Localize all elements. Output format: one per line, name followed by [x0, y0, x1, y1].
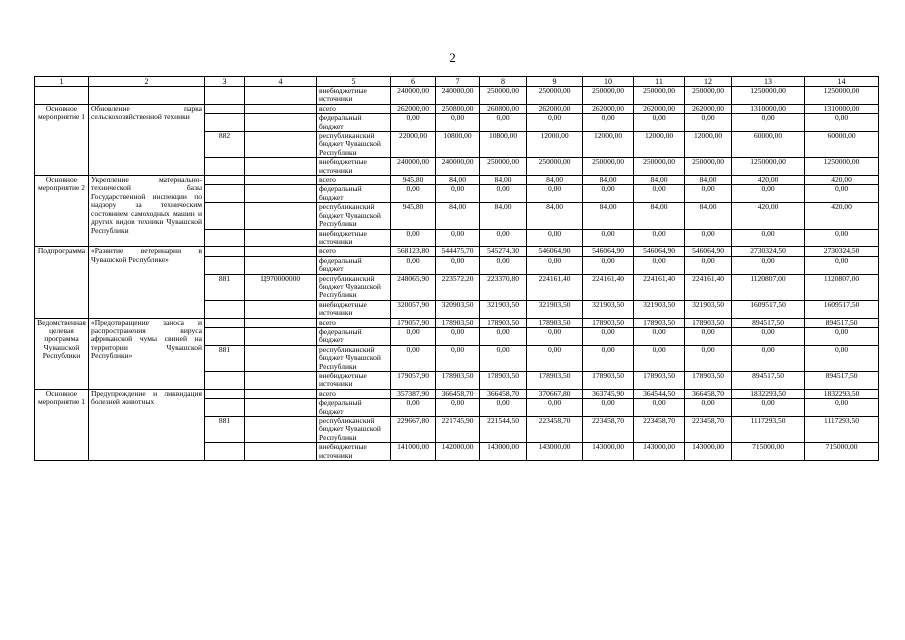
value-cell: 60000,00 [732, 132, 805, 158]
value-cell: 1310000,00 [805, 104, 879, 113]
value-cell: 544475,70 [436, 247, 480, 256]
budget-code-cell: Ц970000000 [245, 274, 317, 300]
responsible-code-cell: 881 [205, 345, 245, 371]
value-cell: 1832293,50 [805, 389, 879, 398]
value-cell: 1117293,50 [732, 417, 805, 443]
column-header-1: 1 [35, 77, 89, 87]
value-cell: 366458,70 [685, 389, 732, 398]
value-cell: 357387,90 [391, 389, 436, 398]
table-row [35, 87, 879, 105]
value-cell: 0,00 [436, 327, 480, 345]
column-header-3: 3 [205, 77, 245, 87]
value-cell: 1310000,00 [732, 104, 805, 113]
value-cell: 250000,00 [685, 158, 732, 176]
value-cell: 0,00 [805, 185, 879, 203]
value-cell: 178903,50 [436, 318, 480, 327]
budget-code-cell [245, 372, 317, 390]
funding-source-cell: федеральный бюджет [317, 256, 391, 274]
responsible-code-cell: 881 [205, 417, 245, 443]
value-cell: 84,00 [436, 176, 480, 185]
value-cell: 0,00 [685, 345, 732, 371]
value-cell: 568123,80 [391, 247, 436, 256]
value-cell: 0,00 [805, 327, 879, 345]
value-cell: 84,00 [685, 203, 732, 229]
budget-code-cell [245, 229, 317, 247]
value-cell: 0,00 [685, 229, 732, 247]
responsible-code-cell [205, 300, 245, 318]
program-name-cell: Предупреждение и ликвидация болезней животных [89, 389, 205, 460]
responsible-code-cell [205, 158, 245, 176]
budget-code-cell [245, 247, 317, 256]
funding-source-cell: всего [317, 318, 391, 327]
responsible-code-cell [205, 176, 245, 185]
responsible-code-cell [205, 389, 245, 398]
status-cell: Подпрограмма [35, 247, 89, 318]
value-cell: 10800,00 [480, 132, 527, 158]
funding-source-cell: внебюджетные источники [317, 372, 391, 390]
value-cell: 2730324,50 [805, 247, 879, 256]
funding-source-cell: федеральный бюджет [317, 399, 391, 417]
value-cell: 178903,50 [480, 372, 527, 390]
value-cell: 894517,50 [732, 372, 805, 390]
budget-code-cell [245, 345, 317, 371]
funding-source-cell: федеральный бюджет [317, 114, 391, 132]
value-cell: 178903,50 [480, 318, 527, 327]
value-cell: 0,00 [732, 256, 805, 274]
funding-source-cell: всего [317, 247, 391, 256]
value-cell: 0,00 [527, 256, 583, 274]
value-cell: 320903,50 [436, 300, 480, 318]
value-cell: 250000,00 [527, 87, 583, 105]
column-header-12: 12 [685, 77, 732, 87]
value-cell: 363745,90 [583, 389, 634, 398]
responsible-code-cell [205, 318, 245, 327]
value-cell: 240000,00 [436, 158, 480, 176]
value-cell: 178903,50 [634, 372, 685, 390]
value-cell: 84,00 [480, 176, 527, 185]
value-cell: 250800,00 [436, 104, 480, 113]
column-header-11: 11 [634, 77, 685, 87]
value-cell: 0,00 [685, 399, 732, 417]
status-cell [35, 87, 89, 105]
value-cell: 0,00 [634, 114, 685, 132]
value-cell: 250000,00 [634, 87, 685, 105]
value-cell: 262000,00 [527, 104, 583, 113]
value-cell: 546064,90 [634, 247, 685, 256]
column-header-6: 6 [391, 77, 436, 87]
value-cell: 10800,00 [436, 132, 480, 158]
value-cell: 0,00 [583, 327, 634, 345]
value-cell: 223458,70 [634, 417, 685, 443]
budget-code-cell [245, 318, 317, 327]
budget-code-cell [245, 417, 317, 443]
value-cell: 1250000,00 [732, 158, 805, 176]
value-cell: 321903,50 [685, 300, 732, 318]
value-cell: 84,00 [583, 176, 634, 185]
responsible-code-cell [205, 247, 245, 256]
column-header-2: 2 [89, 77, 205, 87]
value-cell: 0,00 [634, 185, 685, 203]
value-cell: 178903,50 [527, 318, 583, 327]
budget-code-cell [245, 327, 317, 345]
value-cell: 250000,00 [480, 158, 527, 176]
value-cell: 224161,40 [634, 274, 685, 300]
responsible-code-cell [205, 399, 245, 417]
value-cell: 0,00 [583, 114, 634, 132]
value-cell: 0,00 [480, 185, 527, 203]
table-row [35, 389, 879, 398]
responsible-code-cell [205, 185, 245, 203]
value-cell: 0,00 [527, 327, 583, 345]
value-cell: 0,00 [391, 185, 436, 203]
value-cell: 0,00 [436, 114, 480, 132]
status-cell: Основное мероприятие 1 [35, 104, 89, 175]
status-cell: Ведомственная целевая программа Чувашской Республики [35, 318, 89, 389]
funding-source-cell: республиканский бюджет Чувашской Республики [317, 417, 391, 443]
value-cell: 0,00 [527, 229, 583, 247]
value-cell: 22000,00 [391, 132, 436, 158]
budget-code-cell [245, 158, 317, 176]
value-cell: 262000,00 [583, 104, 634, 113]
value-cell: 224161,40 [685, 274, 732, 300]
value-cell: 0,00 [634, 399, 685, 417]
responsible-code-cell [205, 229, 245, 247]
value-cell: 321903,50 [634, 300, 685, 318]
value-cell: 179057,90 [391, 372, 436, 390]
value-cell: 370667,80 [527, 389, 583, 398]
value-cell: 0,00 [391, 327, 436, 345]
value-cell: 262000,00 [685, 104, 732, 113]
value-cell: 0,00 [391, 114, 436, 132]
value-cell: 0,00 [685, 327, 732, 345]
funding-source-cell: республиканский бюджет Чувашской Республики [317, 345, 391, 371]
value-cell: 179057,90 [391, 318, 436, 327]
value-cell: 0,00 [480, 327, 527, 345]
value-cell: 0,00 [732, 185, 805, 203]
value-cell: 0,00 [805, 229, 879, 247]
value-cell: 141000,00 [391, 443, 436, 461]
value-cell: 260800,00 [480, 104, 527, 113]
budget-code-cell [245, 114, 317, 132]
value-cell: 945,80 [391, 203, 436, 229]
responsible-code-cell [205, 114, 245, 132]
value-cell: 0,00 [583, 229, 634, 247]
funding-source-cell: всего [317, 104, 391, 113]
program-name-cell: «Развитие ветеринарии в Чувашской Республике» [89, 247, 205, 318]
value-cell: 0,00 [527, 399, 583, 417]
value-cell: 1117293,50 [805, 417, 879, 443]
value-cell: 945,80 [391, 176, 436, 185]
value-cell: 250000,00 [583, 158, 634, 176]
program-name-cell [89, 87, 205, 105]
value-cell: 143000,00 [480, 443, 527, 461]
column-header-9: 9 [527, 77, 583, 87]
value-cell: 0,00 [436, 229, 480, 247]
responsible-code-cell [205, 372, 245, 390]
value-cell: 546064,90 [685, 247, 732, 256]
responsible-code-cell: 881 [205, 274, 245, 300]
value-cell: 1250000,00 [805, 158, 879, 176]
value-cell: 0,00 [583, 399, 634, 417]
funding-source-cell: внебюджетные источники [317, 229, 391, 247]
value-cell: 84,00 [634, 203, 685, 229]
budget-code-cell [245, 87, 317, 105]
value-cell: 0,00 [634, 256, 685, 274]
value-cell: 0,00 [634, 229, 685, 247]
value-cell: 1250000,00 [732, 87, 805, 105]
value-cell: 420,00 [805, 203, 879, 229]
value-cell: 366458,70 [436, 389, 480, 398]
value-cell: 1832293,50 [732, 389, 805, 398]
value-cell: 0,00 [436, 399, 480, 417]
budget-code-cell [245, 176, 317, 185]
value-cell: 1120807,00 [805, 274, 879, 300]
value-cell: 248065,90 [391, 274, 436, 300]
value-cell: 0,00 [391, 345, 436, 371]
value-cell: 84,00 [685, 176, 732, 185]
budget-code-cell [245, 300, 317, 318]
value-cell: 84,00 [583, 203, 634, 229]
table-body [35, 87, 879, 461]
value-cell: 223572,20 [436, 274, 480, 300]
value-cell: 894517,50 [805, 372, 879, 390]
value-cell: 12000,00 [634, 132, 685, 158]
funding-source-cell: республиканский бюджет Чувашской Республики [317, 203, 391, 229]
value-cell: 0,00 [634, 345, 685, 371]
value-cell: 321903,50 [480, 300, 527, 318]
value-cell: 178903,50 [685, 372, 732, 390]
status-cell: Основное мероприятие 1 [35, 389, 89, 460]
value-cell: 0,00 [527, 345, 583, 371]
value-cell: 262000,00 [634, 104, 685, 113]
value-cell: 0,00 [583, 256, 634, 274]
value-cell: 0,00 [480, 229, 527, 247]
value-cell: 366458,70 [480, 389, 527, 398]
value-cell: 545274,30 [480, 247, 527, 256]
value-cell: 84,00 [527, 203, 583, 229]
value-cell: 420,00 [805, 176, 879, 185]
value-cell: 60000,00 [805, 132, 879, 158]
value-cell: 240000,00 [391, 158, 436, 176]
funding-source-cell: федеральный бюджет [317, 185, 391, 203]
value-cell: 364544,50 [634, 389, 685, 398]
table-row [35, 104, 879, 113]
value-cell: 1250000,00 [805, 87, 879, 105]
responsible-code-cell [205, 87, 245, 105]
value-cell: 0,00 [391, 399, 436, 417]
value-cell: 223458,70 [685, 417, 732, 443]
status-cell: Основное мероприятие 2 [35, 176, 89, 247]
value-cell: 0,00 [527, 185, 583, 203]
budget-code-cell [245, 104, 317, 113]
value-cell: 0,00 [732, 229, 805, 247]
value-cell: 0,00 [527, 114, 583, 132]
value-cell: 0,00 [732, 345, 805, 371]
value-cell: 0,00 [805, 114, 879, 132]
value-cell: 894517,50 [805, 318, 879, 327]
value-cell: 0,00 [685, 256, 732, 274]
value-cell: 1609517,50 [732, 300, 805, 318]
value-cell: 12000,00 [685, 132, 732, 158]
responsible-code-cell: 882 [205, 132, 245, 158]
value-cell: 143000,00 [583, 443, 634, 461]
funding-source-cell: внебюджетные источники [317, 443, 391, 461]
value-cell: 240000,00 [391, 87, 436, 105]
value-cell: 221544,50 [480, 417, 527, 443]
value-cell: 321903,50 [583, 300, 634, 318]
column-header-10: 10 [583, 77, 634, 87]
budget-code-cell [245, 256, 317, 274]
funding-source-cell: внебюджетные источники [317, 158, 391, 176]
value-cell: 178903,50 [436, 372, 480, 390]
value-cell: 420,00 [732, 176, 805, 185]
value-cell: 0,00 [805, 399, 879, 417]
value-cell: 546064,90 [527, 247, 583, 256]
value-cell: 240000,00 [436, 87, 480, 105]
value-cell: 0,00 [480, 399, 527, 417]
value-cell: 143000,00 [685, 443, 732, 461]
funding-source-cell: всего [317, 176, 391, 185]
value-cell: 250000,00 [480, 87, 527, 105]
value-cell: 178903,50 [685, 318, 732, 327]
value-cell: 546064,90 [583, 247, 634, 256]
value-cell: 715000,00 [732, 443, 805, 461]
funding-source-cell: всего [317, 389, 391, 398]
page-number: 2 [449, 50, 456, 65]
table-row [35, 247, 879, 256]
column-header-8: 8 [480, 77, 527, 87]
value-cell: 0,00 [583, 185, 634, 203]
value-cell: 0,00 [583, 345, 634, 371]
funding-source-cell: федеральный бюджет [317, 327, 391, 345]
program-name-cell: «Предотвращение заноса и распространения вируса африканской чумы свиней на территории Чувашской Республики» [89, 318, 205, 389]
value-cell: 178903,50 [583, 318, 634, 327]
value-cell: 84,00 [480, 203, 527, 229]
value-cell: 0,00 [805, 256, 879, 274]
value-cell: 142000,00 [436, 443, 480, 461]
value-cell: 0,00 [480, 256, 527, 274]
responsible-code-cell [205, 104, 245, 113]
value-cell: 250000,00 [583, 87, 634, 105]
responsible-code-cell [205, 327, 245, 345]
responsible-code-cell [205, 256, 245, 274]
value-cell: 223370,80 [480, 274, 527, 300]
responsible-code-cell [205, 443, 245, 461]
value-cell: 250000,00 [634, 158, 685, 176]
program-name-cell: Обновление парка сельскохозяйственной техники [89, 104, 205, 175]
table-header-row [35, 77, 879, 87]
value-cell: 223458,70 [527, 417, 583, 443]
value-cell: 0,00 [732, 399, 805, 417]
value-cell: 84,00 [436, 203, 480, 229]
value-cell: 0,00 [436, 256, 480, 274]
column-header-13: 13 [732, 77, 805, 87]
funding-source-cell: внебюджетные источники [317, 87, 391, 105]
value-cell: 12000,00 [527, 132, 583, 158]
value-cell: 321903,50 [527, 300, 583, 318]
funding-source-cell: республиканский бюджет Чувашской Республики [317, 274, 391, 300]
value-cell: 320057,90 [391, 300, 436, 318]
value-cell: 178903,50 [583, 372, 634, 390]
value-cell: 1120807,00 [732, 274, 805, 300]
value-cell: 0,00 [732, 327, 805, 345]
budget-code-cell [245, 443, 317, 461]
column-header-14: 14 [805, 77, 879, 87]
value-cell: 715000,00 [805, 443, 879, 461]
budget-code-cell [245, 185, 317, 203]
value-cell: 0,00 [805, 345, 879, 371]
value-cell: 84,00 [634, 176, 685, 185]
value-cell: 84,00 [527, 176, 583, 185]
column-header-5: 5 [317, 77, 391, 87]
value-cell: 178903,50 [634, 318, 685, 327]
value-cell: 229667,80 [391, 417, 436, 443]
value-cell: 0,00 [391, 256, 436, 274]
budget-code-cell [245, 389, 317, 398]
value-cell: 0,00 [732, 114, 805, 132]
value-cell: 0,00 [436, 345, 480, 371]
value-cell: 0,00 [391, 229, 436, 247]
value-cell: 420,00 [732, 203, 805, 229]
value-cell: 224161,40 [527, 274, 583, 300]
value-cell: 0,00 [480, 345, 527, 371]
value-cell: 224161,40 [583, 274, 634, 300]
table-row [35, 318, 879, 327]
responsible-code-cell [205, 203, 245, 229]
value-cell: 178903,50 [527, 372, 583, 390]
value-cell: 143000,00 [527, 443, 583, 461]
value-cell: 0,00 [436, 185, 480, 203]
table-row [35, 176, 879, 185]
value-cell: 221745,90 [436, 417, 480, 443]
value-cell: 12000,00 [583, 132, 634, 158]
value-cell: 0,00 [634, 327, 685, 345]
funding-source-cell: внебюджетные источники [317, 300, 391, 318]
budget-code-cell [245, 132, 317, 158]
value-cell: 250000,00 [527, 158, 583, 176]
column-header-4: 4 [245, 77, 317, 87]
value-cell: 143000,00 [634, 443, 685, 461]
value-cell: 223458,70 [583, 417, 634, 443]
value-cell: 0,00 [685, 114, 732, 132]
value-cell: 1609517,50 [805, 300, 879, 318]
budget-table [34, 76, 879, 461]
value-cell: 250000,00 [685, 87, 732, 105]
value-cell: 0,00 [685, 185, 732, 203]
value-cell: 0,00 [480, 114, 527, 132]
value-cell: 262000,00 [391, 104, 436, 113]
budget-code-cell [245, 203, 317, 229]
value-cell: 2730324,50 [732, 247, 805, 256]
value-cell: 894517,50 [732, 318, 805, 327]
funding-source-cell: республиканский бюджет Чувашской Республики [317, 132, 391, 158]
budget-code-cell [245, 399, 317, 417]
program-name-cell: Укрепление материально-технической базы Государственной инспекции по надзору за техническим состоянием самоходных машин и других видов техники Чувашской Республики [89, 176, 205, 247]
column-header-7: 7 [436, 77, 480, 87]
